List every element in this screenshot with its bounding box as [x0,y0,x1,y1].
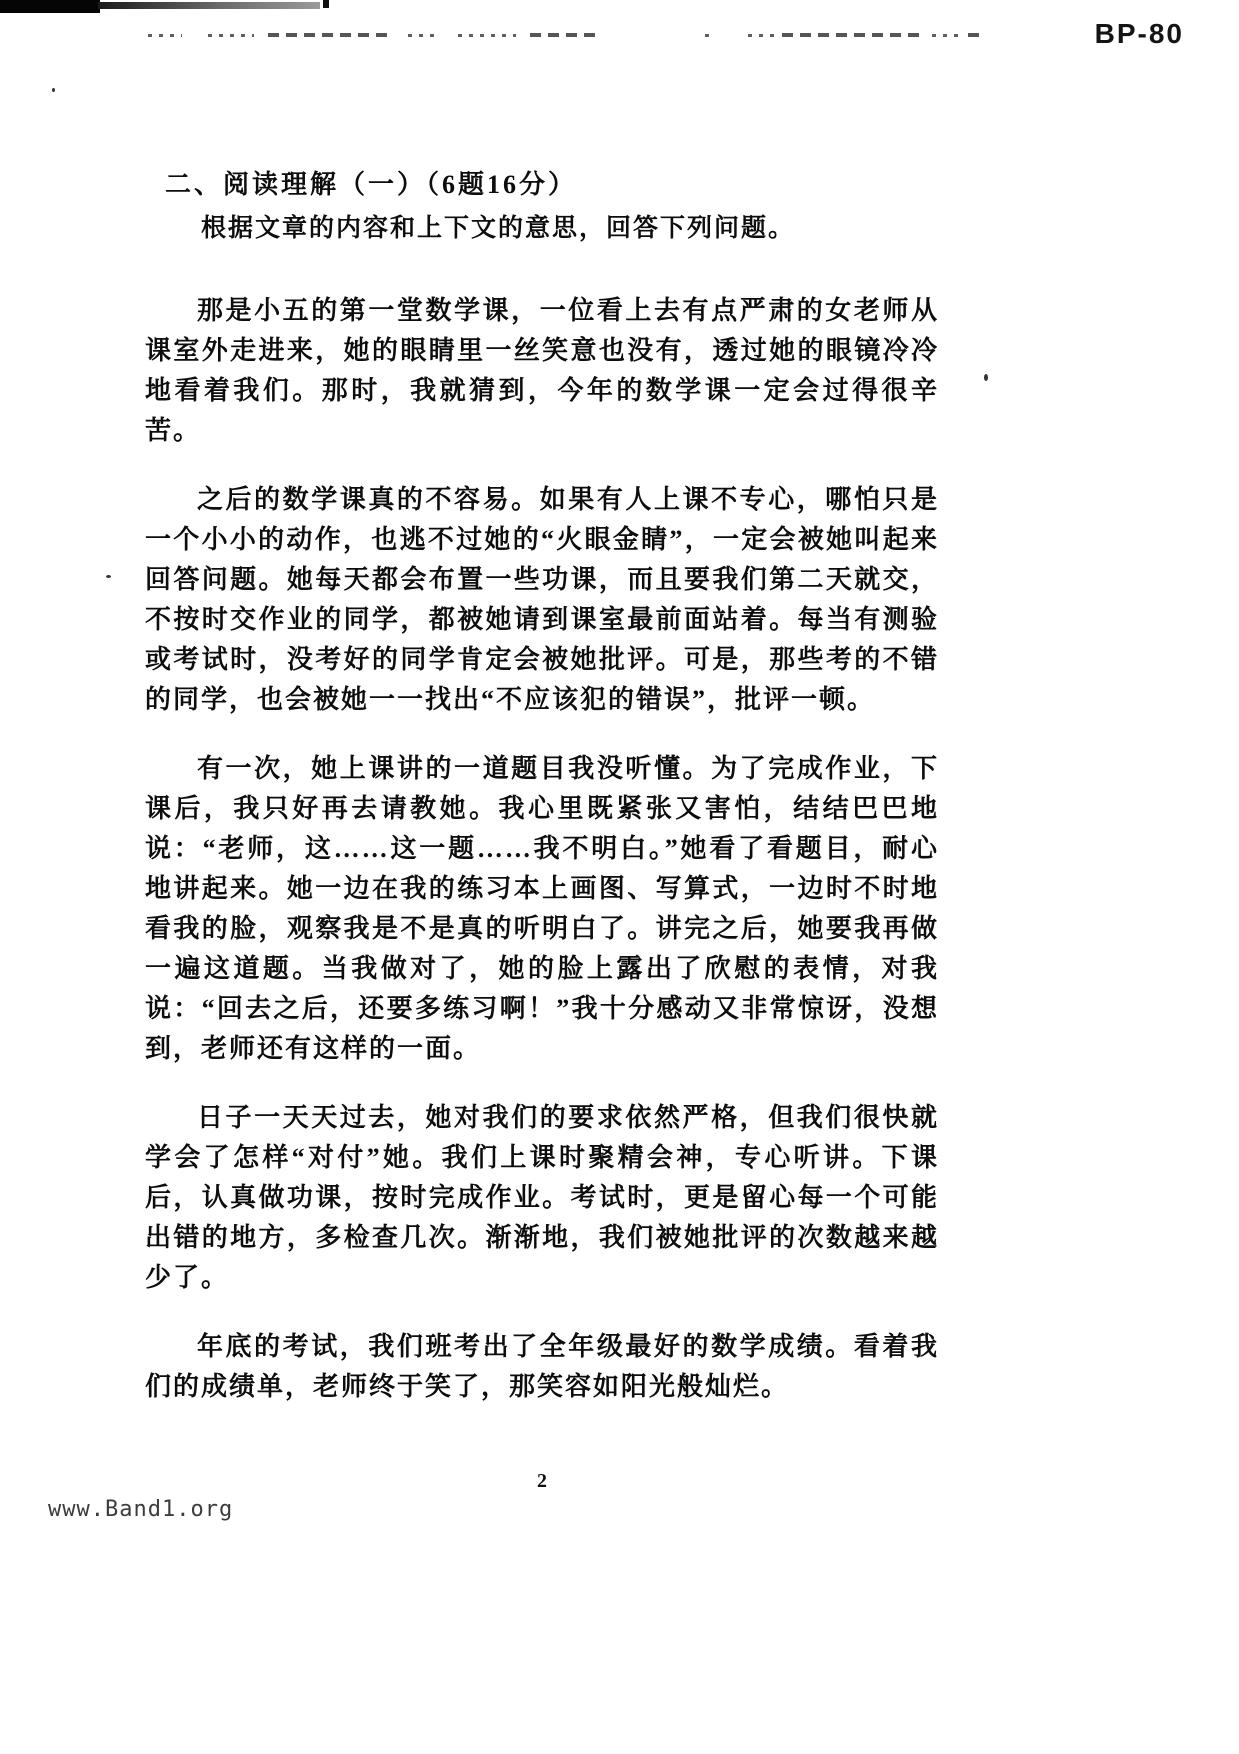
dash-segment [932,34,958,37]
scan-artifact-black-bar [0,0,100,13]
doc-code-label: BP-80 [1094,18,1184,49]
scan-speckle [52,88,55,92]
section-title: 二、阅读理解（一）（6题16分） [165,170,578,199]
passage-content [145,165,939,1407]
passage-paragraph-3: 有一次，她上课讲的一道题目我没听懂。为了完成作业，下课后，我只好再去请教她。我心里既紧张又害怕，结结巴巴地说：“老师，这……这一题……我不明白。”她看了看题目，耐心地讲起来。她一边在我的练习本上画图、写算式，一边时不时地看我的脸，观察我是不是真的听明白了。讲完之后，她要我再做一遍这道题。当我做对了，她的脸上露出了欣慰的表情，对我说：“回去之后，还要多练习啊！”我十分感动又非常惊讶，没想到，老师还有这样的一面。 [145,754,939,1063]
dash-segment [530,33,602,37]
dash-segment [148,34,182,37]
scan-artifact-dashed-line [0,31,1239,39]
passage-paragraph-5: 年底的考试，我们班考出了全年级最好的数学成绩。看着我们的成绩单，老师终于笑了，那笑容如阳光般灿烂。 [145,1332,939,1401]
passage-paragraph-2: 之后的数学课真的不容易。如果有人上课不专心，哪怕只是一个小小的动作，也逃不过她的“火眼金睛”，一定会被她叫起来回答问题。她每天都会布置一些功课，而且要我们第二天就交，不按时交作业的同学，都被她请到课室最前面站着。每当有测验或考试时，没考好的同学肯定会被她批评。可是，那些考的不错的同学，也会被她一一找出“不应该犯的错误”，批评一顿。 [145,485,939,714]
dash-segment [408,34,438,37]
passage-paragraph-1: 那是小五的第一堂数学课，一位看上去有点严肃的女老师从课室外走进来，她的眼睛里一丝笑意也没有，透过她的眼镜冷冷地看着我们。那时，我就猜到，今年的数学课一定会过得很辛苦。 [145,296,939,445]
instruction-text: 根据文章的内容和上下文的意思，回答下列问题。 [201,215,796,242]
watermark-url: www.Band1.org [48,1497,234,1522]
dash-segment [458,34,516,37]
dash-segment [748,34,774,37]
dash-segment [968,33,984,37]
scan-artifact-gray-bar [98,2,320,9]
dash-segment [782,33,922,37]
scan-speckle [984,374,988,381]
dash-segment [705,34,715,37]
scan-artifact-tick [323,0,329,8]
dash-segment [268,33,390,37]
dash-segment [208,34,254,37]
page-number: 2 [537,1470,547,1492]
scan-speckle [106,575,111,578]
passage-paragraph-4: 日子一天天过去，她对我们的要求依然严格，但我们很快就学会了怎样“对付”她。我们上课时聚精会神，专心听讲。下课后，认真做功课，按时完成作业。考试时，更是留心每一个可能出错的地方，多检查几次。渐渐地，我们被她批评的次数越来越少了。 [145,1103,939,1292]
